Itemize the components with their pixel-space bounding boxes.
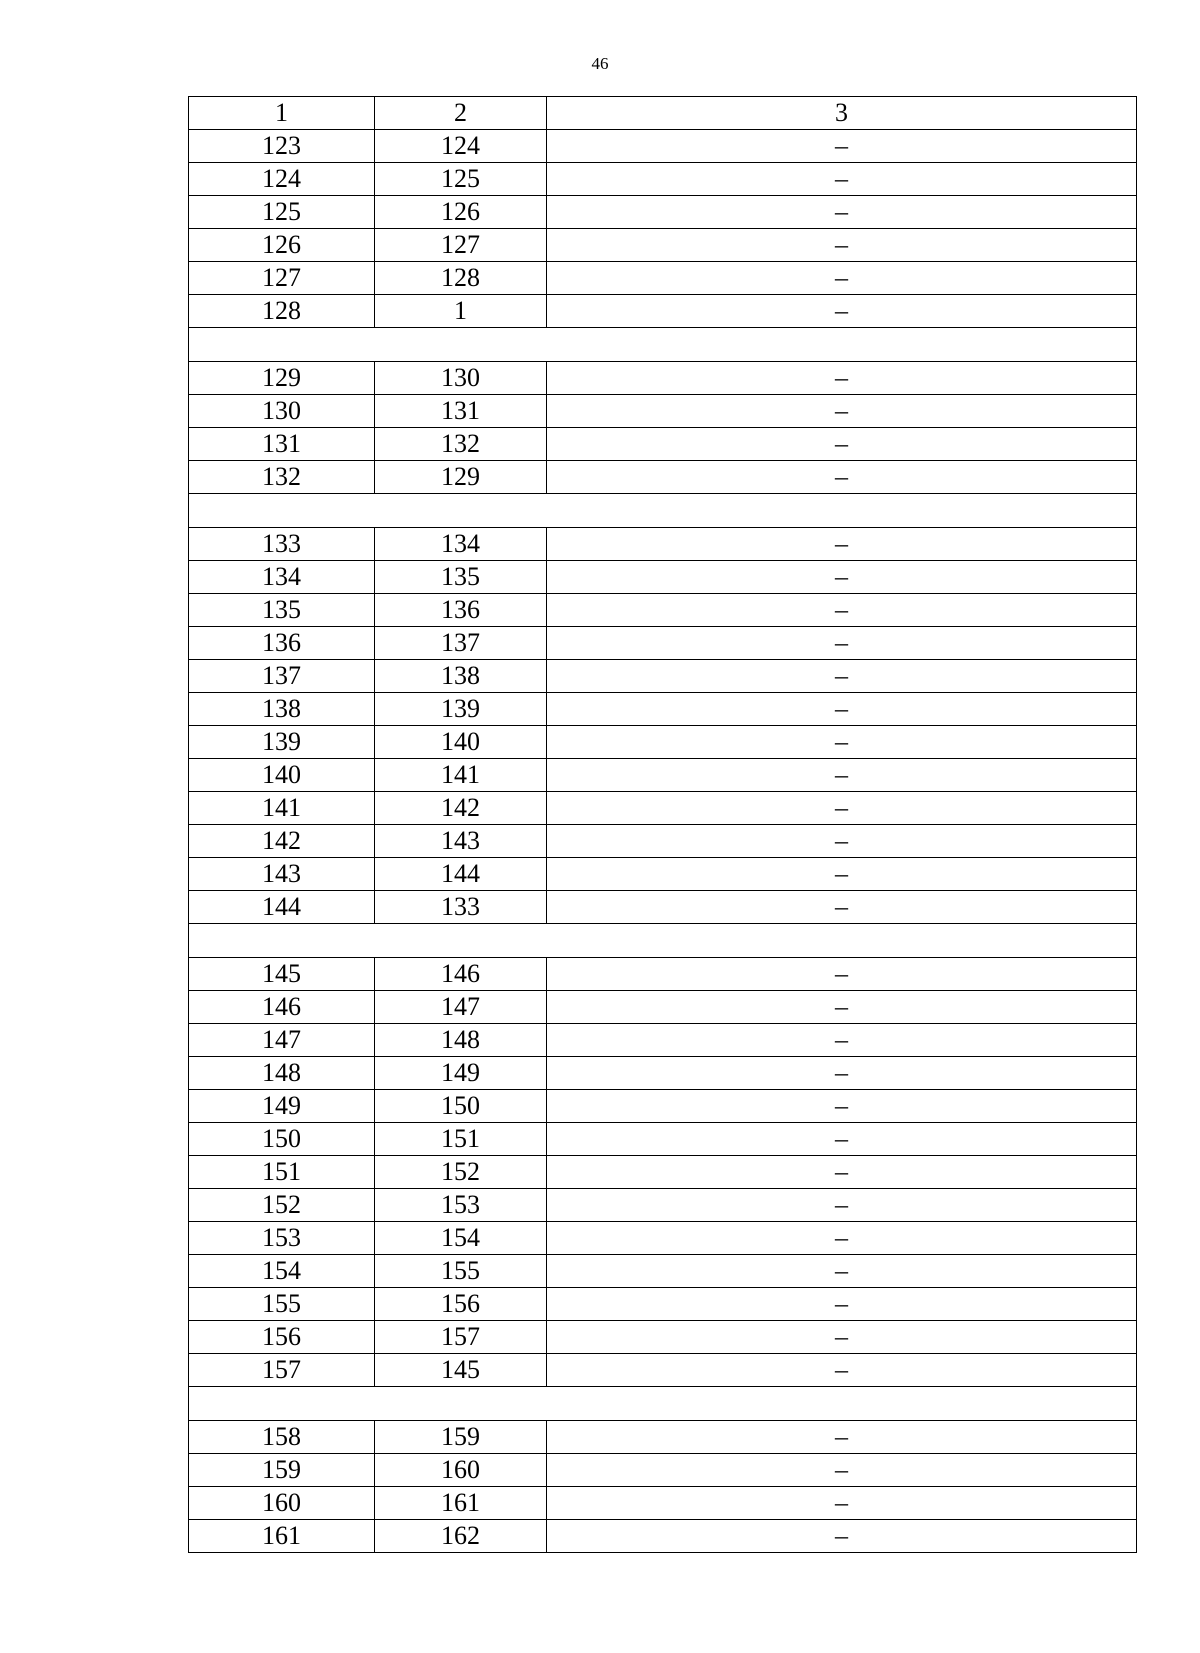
- table-cell-col-1: 157: [189, 1354, 375, 1387]
- table-cell-col-2: 145: [375, 1354, 547, 1387]
- data-table: [188, 96, 1137, 1553]
- table-cell-col-2: 162: [375, 1520, 547, 1553]
- table-cell-col-1: 159: [189, 1454, 375, 1487]
- table-cell-col-2: 152: [375, 1156, 547, 1189]
- table-row: [189, 1255, 1137, 1288]
- table-cell-col-2: 132: [375, 428, 547, 461]
- table-cell-col-2: 138: [375, 660, 547, 693]
- table-cell-col-3: –: [547, 1222, 1137, 1255]
- table-row: [189, 1288, 1137, 1321]
- table-header-row: [189, 97, 1137, 130]
- table-cell-col-1: 143: [189, 858, 375, 891]
- table-cell-col-2: 154: [375, 1222, 547, 1255]
- separator-row: [189, 924, 1137, 958]
- table-cell-col-1: 158: [189, 1421, 375, 1454]
- table-cell-col-3: –: [547, 295, 1137, 328]
- separator-cell: [189, 924, 1137, 958]
- table-cell-col-1: 132: [189, 461, 375, 494]
- table-cell-col-1: 149: [189, 1090, 375, 1123]
- table-cell-col-2: 156: [375, 1288, 547, 1321]
- table-row: [189, 528, 1137, 561]
- table-cell-col-2: 129: [375, 461, 547, 494]
- table-cell-col-3: –: [547, 1255, 1137, 1288]
- table-cell-col-1: 144: [189, 891, 375, 924]
- table-row: [189, 1520, 1137, 1553]
- table-cell-col-3: –: [547, 1321, 1137, 1354]
- table-row: [189, 262, 1137, 295]
- table-cell-col-1: 140: [189, 759, 375, 792]
- table-cell-col-2: 135: [375, 561, 547, 594]
- table-cell-col-1: 154: [189, 1255, 375, 1288]
- separator-row: [189, 494, 1137, 528]
- table-cell-col-3: –: [547, 1057, 1137, 1090]
- table-row: [189, 693, 1137, 726]
- table-row: [189, 1024, 1137, 1057]
- table-cell-col-2: 147: [375, 991, 547, 1024]
- separator-row: [189, 328, 1137, 362]
- table-cell-col-2: 136: [375, 594, 547, 627]
- table-cell-col-3: –: [547, 362, 1137, 395]
- table-cell-col-2: 149: [375, 1057, 547, 1090]
- table-row: [189, 958, 1137, 991]
- table-cell-col-2: 160: [375, 1454, 547, 1487]
- table-cell-col-2: 128: [375, 262, 547, 295]
- table-cell-col-3: –: [547, 461, 1137, 494]
- table-cell-col-1: 151: [189, 1156, 375, 1189]
- table-cell-col-1: 135: [189, 594, 375, 627]
- table-cell-col-3: –: [547, 660, 1137, 693]
- table-cell-col-1: 160: [189, 1487, 375, 1520]
- table-row: [189, 362, 1137, 395]
- table-cell-col-2: 153: [375, 1189, 547, 1222]
- table-row: [189, 1354, 1137, 1387]
- table-row: [189, 1321, 1137, 1354]
- table-row: [189, 561, 1137, 594]
- table-cell-col-3: –: [547, 825, 1137, 858]
- table-cell-col-3: –: [547, 163, 1137, 196]
- table-cell-col-3: –: [547, 891, 1137, 924]
- table-cell-col-2: 142: [375, 792, 547, 825]
- table-row: [189, 891, 1137, 924]
- table-cell-col-3: –: [547, 958, 1137, 991]
- table-row: [189, 130, 1137, 163]
- table-cell-col-3: –: [547, 1487, 1137, 1520]
- table-row: [189, 1156, 1137, 1189]
- table-row: [189, 858, 1137, 891]
- table-cell-col-3: –: [547, 1090, 1137, 1123]
- separator-cell: [189, 494, 1137, 528]
- table-cell-col-2: 137: [375, 627, 547, 660]
- table-cell-col-2: 125: [375, 163, 547, 196]
- table-cell-col-3: –: [547, 1421, 1137, 1454]
- table-cell-col-1: 127: [189, 262, 375, 295]
- table-cell-col-1: 161: [189, 1520, 375, 1553]
- table-row: [189, 1123, 1137, 1156]
- table-cell-col-2: 126: [375, 196, 547, 229]
- table-row: [189, 660, 1137, 693]
- table-cell-col-3: –: [547, 1520, 1137, 1553]
- table-cell-col-3: –: [547, 594, 1137, 627]
- table-row: [189, 1454, 1137, 1487]
- table-cell-col-3: –: [547, 759, 1137, 792]
- table-cell-col-2: 151: [375, 1123, 547, 1156]
- table-cell-col-2: 1: [375, 295, 547, 328]
- table-cell-col-3: –: [547, 991, 1137, 1024]
- table-cell-col-1: 147: [189, 1024, 375, 1057]
- table-cell-col-1: 153: [189, 1222, 375, 1255]
- table-cell-col-3: –: [547, 792, 1137, 825]
- table-cell-col-3: –: [547, 528, 1137, 561]
- table-row: [189, 229, 1137, 262]
- table-cell-col-1: 126: [189, 229, 375, 262]
- separator-cell: [189, 328, 1137, 362]
- table-cell-col-1: 131: [189, 428, 375, 461]
- table-cell-col-3: –: [547, 130, 1137, 163]
- table-cell-col-3: –: [547, 627, 1137, 660]
- table-cell-col-1: 128: [189, 295, 375, 328]
- table-row: [189, 163, 1137, 196]
- table-cell-col-2: 155: [375, 1255, 547, 1288]
- table-cell-col-3: –: [547, 1123, 1137, 1156]
- table-cell-col-2: 157: [375, 1321, 547, 1354]
- table-cell-col-2: 150: [375, 1090, 547, 1123]
- table-cell-col-1: 156: [189, 1321, 375, 1354]
- table-cell-col-3: –: [547, 1189, 1137, 1222]
- table-cell-col-3: –: [547, 395, 1137, 428]
- table-cell-col-3: –: [547, 428, 1137, 461]
- table-cell-col-1: 125: [189, 196, 375, 229]
- table-cell-col-1: 155: [189, 1288, 375, 1321]
- table-cell-col-3: –: [547, 858, 1137, 891]
- table-cell-col-1: 136: [189, 627, 375, 660]
- table-row: [189, 295, 1137, 328]
- header-cell-3: 3: [547, 97, 1137, 130]
- table-cell-col-3: –: [547, 262, 1137, 295]
- table-cell-col-2: 139: [375, 693, 547, 726]
- table-row: [189, 1487, 1137, 1520]
- table-cell-col-3: –: [547, 1354, 1137, 1387]
- table-cell-col-2: 127: [375, 229, 547, 262]
- table-cell-col-2: 130: [375, 362, 547, 395]
- table-cell-col-2: 143: [375, 825, 547, 858]
- table-row: [189, 461, 1137, 494]
- table-cell-col-1: 141: [189, 792, 375, 825]
- table-row: [189, 1189, 1137, 1222]
- table-cell-col-3: –: [547, 1024, 1137, 1057]
- table-cell-col-2: 124: [375, 130, 547, 163]
- table-row: [189, 759, 1137, 792]
- table-cell-col-2: 141: [375, 759, 547, 792]
- table-cell-col-1: 142: [189, 825, 375, 858]
- header-cell-2: 2: [375, 97, 547, 130]
- table-cell-col-1: 130: [189, 395, 375, 428]
- table-row: [189, 825, 1137, 858]
- header-cell-1: 1: [189, 97, 375, 130]
- page-number: 46: [591, 54, 609, 73]
- table-cell-col-1: 123: [189, 130, 375, 163]
- table-cell-col-2: 161: [375, 1487, 547, 1520]
- table-cell-col-2: 148: [375, 1024, 547, 1057]
- table-cell-col-2: 146: [375, 958, 547, 991]
- table-cell-col-1: 146: [189, 991, 375, 1024]
- table-cell-col-1: 133: [189, 528, 375, 561]
- table-cell-col-3: –: [547, 1288, 1137, 1321]
- separator-cell: [189, 1387, 1137, 1421]
- table-row: [189, 395, 1137, 428]
- table-cell-col-3: –: [547, 693, 1137, 726]
- table-cell-col-3: –: [547, 229, 1137, 262]
- table-cell-col-1: 145: [189, 958, 375, 991]
- table-row: [189, 428, 1137, 461]
- table-row: [189, 594, 1137, 627]
- table-cell-col-1: 138: [189, 693, 375, 726]
- table-row: [189, 196, 1137, 229]
- table-cell-col-3: –: [547, 1156, 1137, 1189]
- table-cell-col-3: –: [547, 1454, 1137, 1487]
- table-row: [189, 726, 1137, 759]
- table-cell-col-3: –: [547, 196, 1137, 229]
- table-cell-col-3: –: [547, 561, 1137, 594]
- table-cell-col-1: 139: [189, 726, 375, 759]
- table-cell-col-1: 124: [189, 163, 375, 196]
- separator-row: [189, 1387, 1137, 1421]
- table-cell-col-1: 150: [189, 1123, 375, 1156]
- table-row: [189, 991, 1137, 1024]
- table-cell-col-2: 133: [375, 891, 547, 924]
- table-row: [189, 1222, 1137, 1255]
- table-cell-col-2: 159: [375, 1421, 547, 1454]
- table-cell-col-2: 131: [375, 395, 547, 428]
- table-row: [189, 1090, 1137, 1123]
- table-cell-col-2: 140: [375, 726, 547, 759]
- table-row: [189, 1057, 1137, 1090]
- table-cell-col-1: 137: [189, 660, 375, 693]
- table-row: [189, 1421, 1137, 1454]
- table-cell-col-1: 152: [189, 1189, 375, 1222]
- table-cell-col-2: 144: [375, 858, 547, 891]
- table-cell-col-1: 134: [189, 561, 375, 594]
- table-cell-col-1: 148: [189, 1057, 375, 1090]
- table-body: [189, 130, 1137, 1553]
- table-cell-col-2: 134: [375, 528, 547, 561]
- table-row: [189, 792, 1137, 825]
- table-cell-col-3: –: [547, 726, 1137, 759]
- table-row: [189, 627, 1137, 660]
- table-cell-col-1: 129: [189, 362, 375, 395]
